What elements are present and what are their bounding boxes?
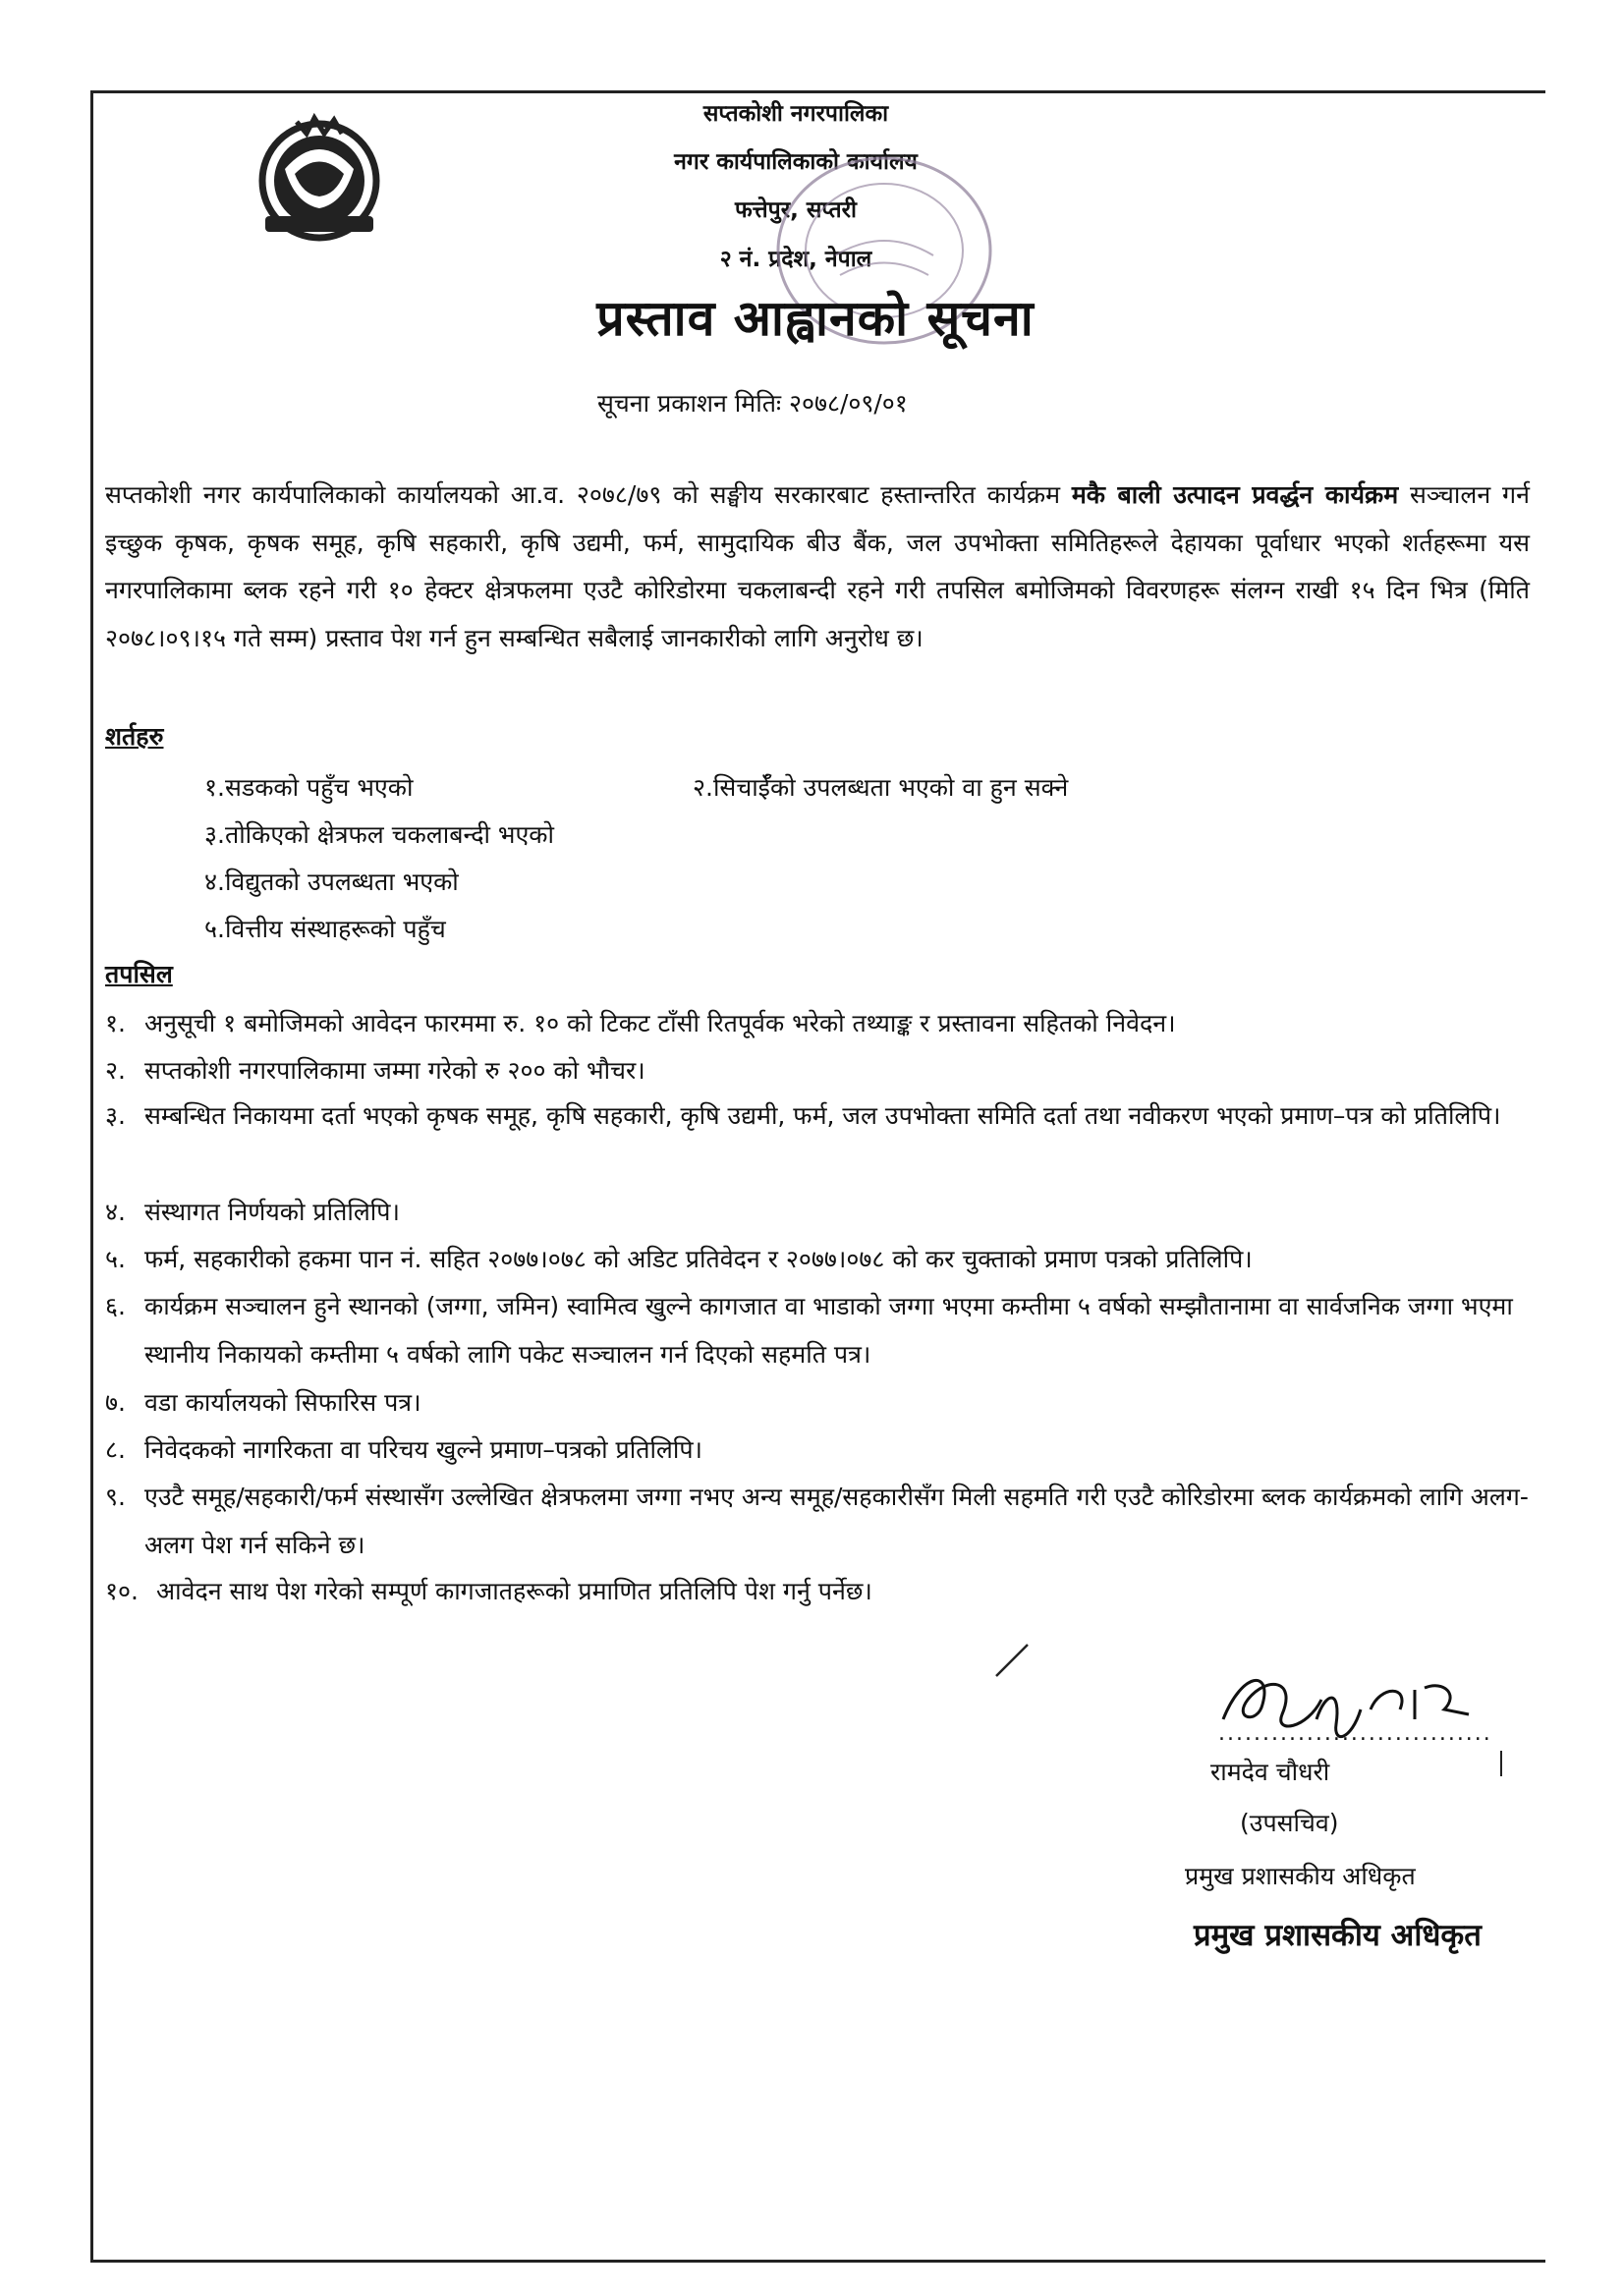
detail-item <box>105 1427 1530 1475</box>
detail-item-number: ४. <box>105 1198 126 1226</box>
header-municipality-name: सप्तकोशी नगरपालिका <box>702 101 889 127</box>
detail-item-text: वडा कार्यालयको सिफारिस पत्र। <box>144 1388 421 1417</box>
detail-item-text: कार्यक्रम सञ्चालन हुने स्थानको (जग्गा, जमिन) स्वामित्व खुल्ने कागजात वा भाडाको जग्गा भएमा कम्तीमा ५ वर्षको सम्झौतानामा वा सार्वजनिक जग्गा भएमा स्थानीय निकायको कम्तीमा ५ वर्षको लागि पकेट सञ्चालन गर्न दिएको सहमति पत्र। <box>144 1292 1513 1369</box>
condition-item: ५.वित्तीय संस्थाहरूको पहुँच <box>204 915 446 943</box>
pen-mark <box>992 1641 1032 1680</box>
detail-item-number: ७. <box>105 1388 126 1417</box>
detail-item-number: २. <box>105 1056 126 1085</box>
detail-item-number: ६. <box>105 1292 126 1320</box>
nepal-emblem-logo <box>246 110 393 243</box>
detail-item-number: ९. <box>105 1483 126 1511</box>
detail-item <box>105 1047 1530 1095</box>
header-office-name: नगर कार्यपालिकाको कार्यालय <box>674 149 918 175</box>
detail-item <box>105 1283 1530 1378</box>
detail-item <box>105 1092 1530 1141</box>
signatory-position: प्रमुख प्रशासकीय अधिकृत <box>1185 1862 1416 1890</box>
detail-item-text: निवेदकको नागरिकता वा परिचय खुल्ने प्रमाण–पत्रको प्रतिलिपि। <box>144 1435 703 1464</box>
publication-date: सूचना प्रकाशन मितिः २०७८/०९/०१ <box>597 389 908 418</box>
detail-item-text: फर्म, सहकारीको हकमा पान नं. सहित २०७७।०७८ को अडिट प्रतिवेदन र २०७७।०७८ को कर चुक्ताको प्रमाण पत्रको प्रतिलिपि। <box>144 1245 1253 1273</box>
intro-paragraph <box>105 472 1530 662</box>
condition-item: ३.तोकिएको क्षेत्रफल चकलाबन्दी भएको <box>204 820 554 849</box>
detail-item-text: एउटै समूह/सहकारी/फर्म संस्थासँग उल्लेखित क्षेत्रफलमा जग्गा नभए अन्य समूह/सहकारीसँग मिली सहमति गरी एउटै कोरिडोरमा ब्लक कार्यक्रमको लागि अलग-अलग पेश गर्न सकिने छ। <box>144 1483 1529 1559</box>
detail-item-text: सप्तकोशी नगरपालिकामा जम्मा गरेको रु २०० को भौचर। <box>144 1056 645 1085</box>
intro-text-part1: सप्तकोशी नगर कार्यपालिकाको कार्यालयको आ.व. २०७८/७९ को सङ्घीय सरकारबाट हस्तान्तरित कार्यक्रम <box>105 480 1072 509</box>
detail-item-text: संस्थागत निर्णयको प्रतिलिपि। <box>144 1198 400 1226</box>
detail-item <box>105 1189 1530 1237</box>
condition-item: ४.विद्युतको उपलब्धता भएको <box>204 868 459 896</box>
condition-item: १.सडकको पहुँच भएको <box>204 773 414 802</box>
detail-item-text: सम्बन्धित निकायमा दर्ता भएको कृषक समूह, कृषि सहकारी, कृषि उद्यमी, फर्म, जल उपभोक्ता समिति दर्ता तथा नवीकरण भएको प्रमाण–पत्र को प्रतिलिपि। <box>144 1101 1501 1130</box>
details-heading: तपसिल <box>105 960 173 988</box>
detail-item-number: ३. <box>105 1101 126 1130</box>
position-stamp: प्रमुख प्रशासकीय अधिकृत <box>1194 1918 1482 1953</box>
detail-item-text: अनुसूची १ बमोजिमको आवेदन फारममा रु. १० को टिकट टाँसी रितपूर्वक भरेको तथ्याङ्क र प्रस्तावना सहितको निवेदन। <box>144 1009 1176 1037</box>
notice-title: प्रस्ताव आह्वानको सूचना <box>596 290 1035 347</box>
intro-text-part2: सञ्चालन गर्न इच्छुक कृषक, कृषक समूह, कृषि सहकारी, कृषि उद्यमी, फर्म, सामुदायिक बीउ बैंक, जल उपभोक्ता समितिहरूले देहायका पूर्वाधार भएको शर्तहरूमा यस नगरपालिकामा ब्लक रहने गरी १० हेक्टर क्षेत्रफलमा एउटै कोरिडोरमा चकलाबन्दी रहने गरी तपसिल बमोजिमको विवरणहरू संलग्न राखी १५ दिन भित्र (मिति २०७८।०९।१५ गते सम्म) प्रस्ताव पेश गर्न हुन सम्बन्धित सबैलाई जानकारीको लागि अनुरोध छ। <box>105 480 1530 652</box>
conditions-heading: शर्तहरु <box>105 722 164 751</box>
header-location: फत्तेपुर, सप्तरी <box>735 197 857 223</box>
detail-item-text: आवेदन साथ पेश गरेको सम्पूर्ण कागजातहरूको प्रमाणित प्रतिलिपि पेश गर्नु पर्नेछ। <box>156 1577 872 1605</box>
detail-item <box>105 1474 1530 1569</box>
program-name: मकै बाली उत्पादन प्रवर्द्धन कार्यक्रम <box>1071 480 1399 509</box>
condition-item: २.सिचाईँको उपलब्धता भएको वा हुन सक्ने <box>693 773 1069 802</box>
detail-item <box>105 1379 1530 1428</box>
signatory-name: रामदेव चौधरी <box>1210 1758 1330 1786</box>
detail-item-number: १. <box>105 1009 126 1037</box>
detail-item <box>105 1236 1530 1284</box>
signature-dotted-line: ............................... <box>1218 1721 1492 1746</box>
pen-mark <box>1495 1749 1507 1778</box>
detail-item-number: ५. <box>105 1245 126 1273</box>
detail-item <box>105 1568 1530 1616</box>
header-province: २ नं. प्रदेश, नेपाल <box>719 247 872 272</box>
signatory-designation: (उपसचिव) <box>1240 1809 1339 1837</box>
detail-item-number: ८. <box>105 1435 126 1464</box>
detail-item-number: १०. <box>105 1577 139 1605</box>
detail-item <box>105 1000 1530 1048</box>
